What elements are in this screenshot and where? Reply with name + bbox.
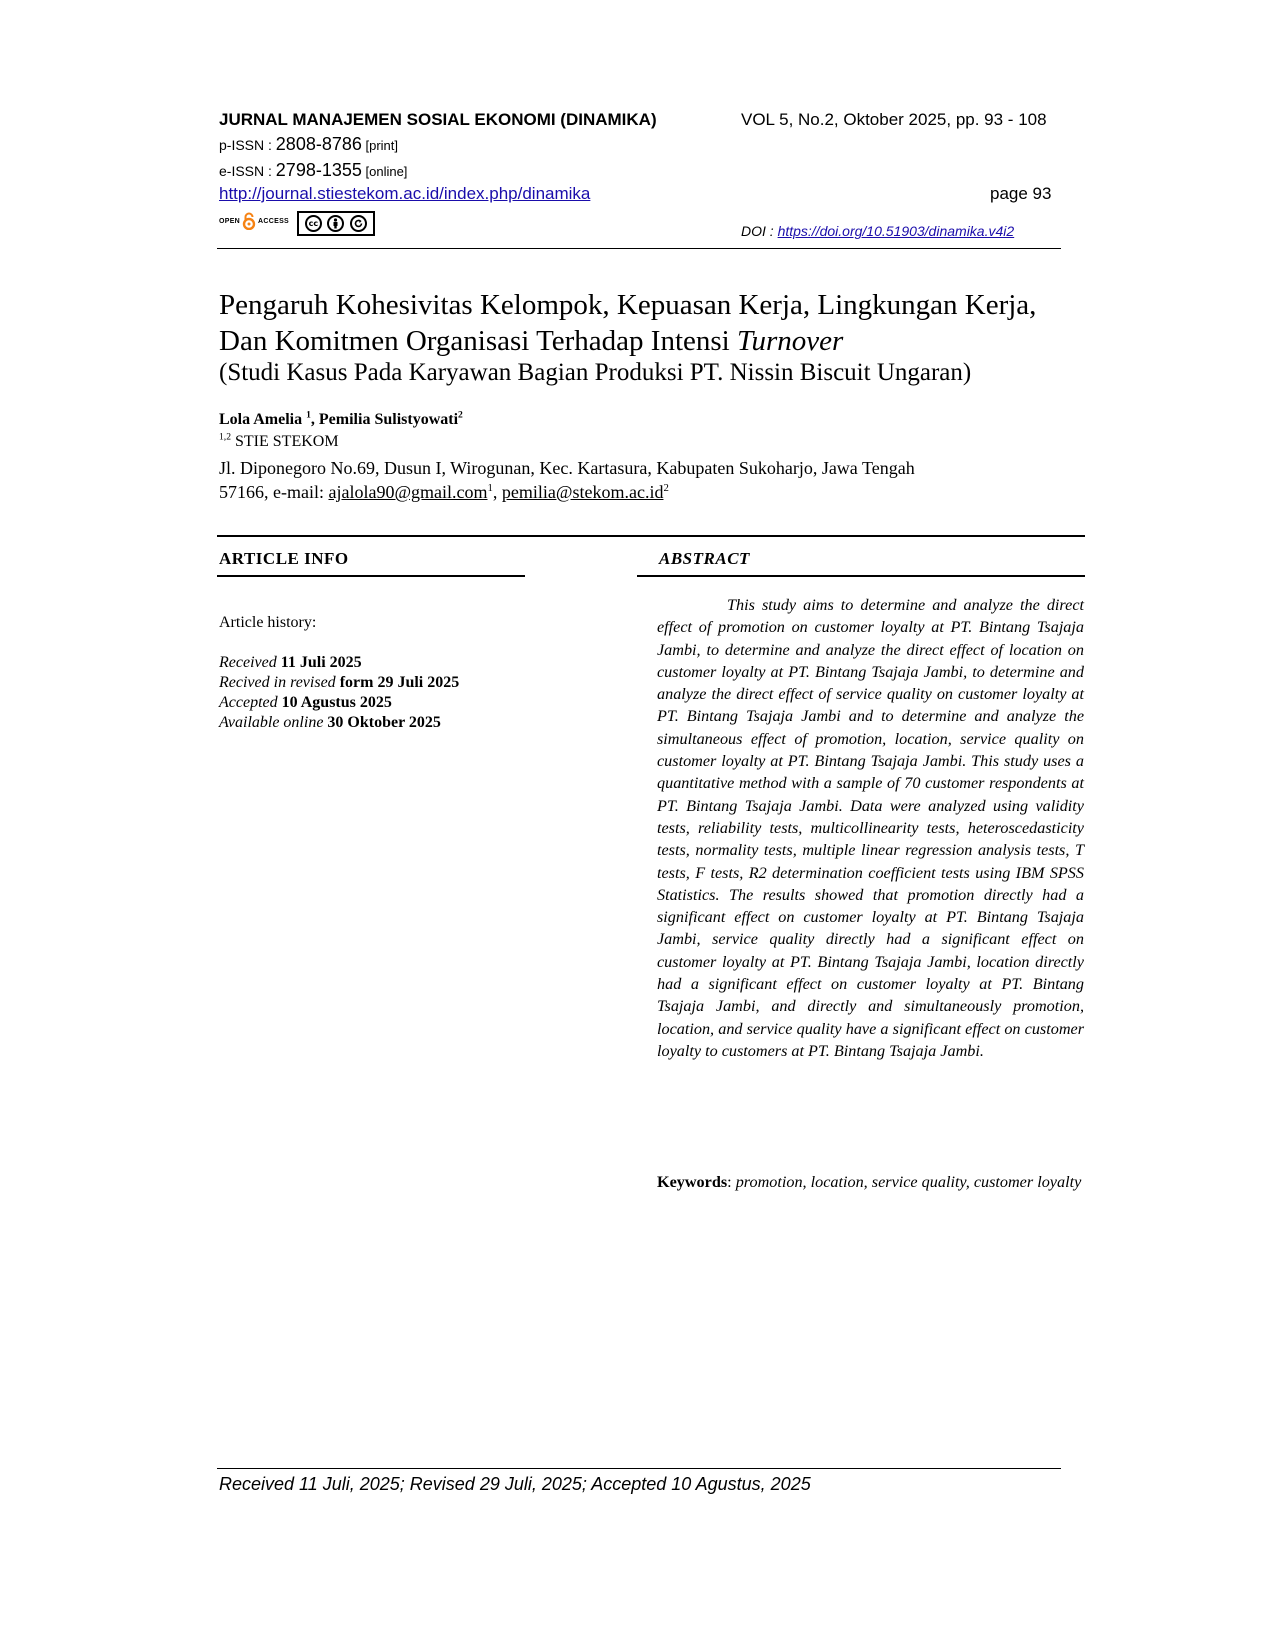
e-issn-tag: [online] bbox=[361, 164, 408, 179]
keywords-label: Keywords bbox=[657, 1173, 728, 1191]
p-issn-tag: [print] bbox=[361, 138, 399, 153]
address-prefix: 57166, e-mail: bbox=[219, 482, 329, 502]
history-item-revised bbox=[219, 674, 459, 692]
abstract-body: This study aims to determine and analyze the direct effect of promotion on customer loyalty at PT. Bintang Tsajaja Jambi, to determine and analyze the direct effect of location on customer loyalty at PT. Bintang Tsajaja Jambi, to determine and analyze the direct effect of service quality on customer loyalty at PT. Bintang Tsajaja Jambi and to determine and analyze the simultaneous effect of promotion, location, service quality on customer loyalty at PT. Bintang Tsajaja Jambi. This study uses a quantitative method with a sample of 70 customer respondents at PT. Bintang Tsajaja Jambi. Data were analyzed using validity tests, reliability tests, multicollinearity tests, heteroscedasticity tests, normality tests, multiple linear regression analysis tests, T tests, F tests, R2 determination coefficient tests using IBM SPSS Statistics. The results showed that promotion directly had a significant effect on customer loyalty at PT. Bintang Tsajaja Jambi, service quality directly had a significant effect on customer loyalty at PT. Bintang Tsajaja Jambi, location directly had a significant effect on customer loyalty at PT. Bintang Tsajaja Jambi, and directly and simultaneously promotion, location, and service quality have a significant effect on customer loyalty to customers at PT. Bintang Tsajaja Jambi. bbox=[657, 596, 1084, 1060]
cc-by-sa-license-badge bbox=[297, 211, 375, 236]
history-item-value: 30 Oktober 2025 bbox=[323, 714, 441, 731]
page-number: page 93 bbox=[990, 184, 1052, 203]
history-item-online bbox=[219, 714, 441, 732]
by-attribution-icon bbox=[327, 215, 344, 232]
keywords bbox=[657, 1171, 1084, 1193]
e-issn-label: e-ISSN : bbox=[219, 163, 276, 179]
email-2-link[interactable]: pemilia@stekom.ac.id bbox=[501, 482, 664, 502]
article-info-heading: ARTICLE INFO bbox=[219, 549, 349, 568]
p-issn-number: 2808-8786 bbox=[275, 134, 362, 154]
history-item-label: Available online bbox=[219, 714, 324, 731]
author-2-sup: 2 bbox=[458, 409, 463, 421]
affiliation bbox=[219, 433, 339, 451]
email-separator: , bbox=[492, 482, 502, 502]
history-item-accepted bbox=[219, 694, 392, 712]
history-item-value: 11 Juli 2025 bbox=[276, 654, 362, 671]
open-access-logo bbox=[219, 212, 289, 230]
e-issn bbox=[219, 160, 407, 181]
volume-info: VOL 5, No.2, Oktober 2025, pp. 93 - 108 bbox=[741, 110, 1047, 129]
footer-dates: Received 11 Juli, 2025; Revised 29 Juli, 2025; Accepted 10 Agustus, 2025 bbox=[219, 1474, 811, 1494]
open-access-lock-icon bbox=[242, 212, 256, 230]
doi-link[interactable]: https://doi.org/10.51903/dinamika.v4i2 bbox=[777, 223, 1015, 239]
history-item-label: Accepted bbox=[219, 694, 278, 711]
article-title bbox=[219, 287, 1059, 359]
open-access-label-left: OPEN bbox=[219, 217, 241, 225]
history-item-received bbox=[219, 654, 362, 672]
footer-divider bbox=[217, 1468, 1061, 1469]
author-1-sup: 1 bbox=[306, 409, 311, 421]
p-issn bbox=[219, 134, 398, 155]
address-line-1: Jl. Diponegoro No.69, Dusun I, Wirogunan, Kec. Kartasura, Kabupaten Sukoharjo, Jawa Tengah bbox=[219, 458, 915, 478]
author-2: Pemilia Sulistyowati bbox=[318, 411, 459, 428]
abstract-divider bbox=[637, 575, 1085, 577]
title-italic: Turnover bbox=[736, 325, 844, 357]
author-separator: , bbox=[310, 411, 319, 428]
history-item-label: Recived in revised bbox=[219, 674, 336, 691]
cc-icon: cc bbox=[305, 215, 322, 232]
title-main: Pengaruh Kohesivitas Kelompok, Kepuasan Kerja, Lingkungan Kerja, Dan Komitmen Organisasi Terhadap Intensi bbox=[219, 289, 1037, 357]
open-access-label-right: ACCESS bbox=[258, 217, 290, 225]
history-item-value: 10 Agustus 2025 bbox=[277, 694, 392, 711]
sa-share-alike-icon bbox=[350, 215, 367, 232]
article-subtitle: (Studi Kasus Pada Karyawan Bagian Produksi PT. Nissin Biscuit Ungaran) bbox=[219, 359, 972, 386]
article-history-label: Article history: bbox=[219, 614, 317, 631]
author-1: Lola Amelia bbox=[219, 411, 307, 428]
email-1-sup: 1 bbox=[487, 482, 493, 494]
affiliation-sup: 1,2 bbox=[219, 431, 231, 443]
email-2-sup: 2 bbox=[663, 482, 669, 494]
author-list bbox=[219, 411, 463, 429]
address-line-2 bbox=[219, 482, 669, 503]
abstract-heading: ABSTRACT bbox=[659, 549, 750, 568]
history-item-value: form 29 Juli 2025 bbox=[335, 674, 460, 691]
section-top-divider bbox=[217, 535, 1085, 537]
journal-url-link[interactable]: http://journal.stiestekom.ac.id/index.php/dinamika bbox=[219, 184, 591, 203]
keywords-separator: : bbox=[727, 1173, 736, 1191]
keywords-value: promotion, location, service quality, customer loyalty bbox=[735, 1173, 1082, 1191]
email-1-link[interactable]: ajalola90@gmail.com bbox=[328, 482, 488, 502]
history-item-label: Received bbox=[219, 654, 277, 671]
doi-line bbox=[741, 223, 1014, 239]
header-divider bbox=[217, 248, 1061, 249]
article-info-divider bbox=[217, 575, 525, 577]
journal-name: JURNAL MANAJEMEN SOSIAL EKONOMI (DINAMIKA) bbox=[219, 110, 657, 129]
p-issn-label: p-ISSN : bbox=[219, 137, 276, 153]
doi-label: DOI : bbox=[741, 223, 778, 239]
e-issn-number: 2798-1355 bbox=[275, 160, 362, 180]
affiliation-name: STIE STEKOM bbox=[231, 433, 339, 450]
